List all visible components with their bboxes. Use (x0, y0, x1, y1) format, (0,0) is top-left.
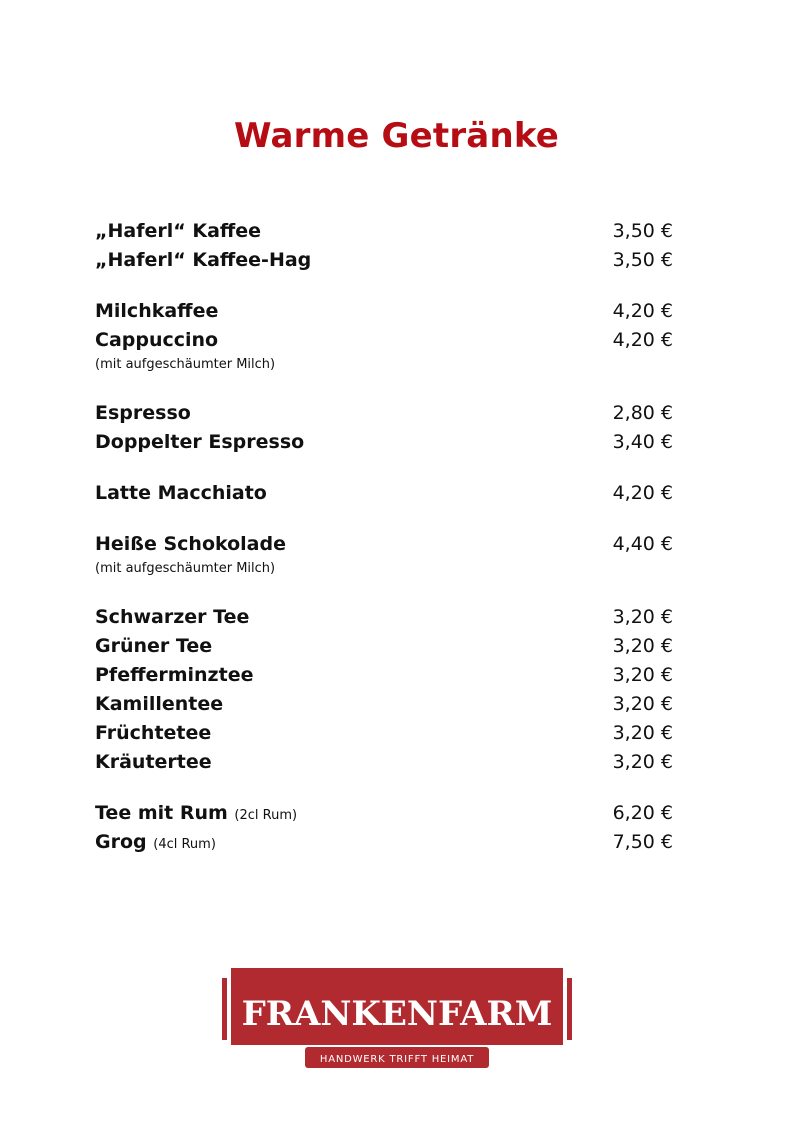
item-name (95, 300, 218, 322)
item-name (95, 664, 253, 686)
item-price: 3,20 € (612, 722, 673, 744)
item-price: 3,20 € (612, 606, 673, 628)
item-price: 6,20 € (612, 802, 673, 824)
item-price: 3,50 € (612, 220, 673, 242)
menu-item (95, 429, 673, 458)
item-name (95, 533, 286, 555)
item-name (95, 431, 304, 453)
item-price: 3,20 € (612, 635, 673, 657)
menu-item (95, 218, 673, 247)
menu-item (95, 749, 673, 778)
menu-list (95, 218, 673, 880)
menu-item (95, 829, 673, 858)
item-name-text: Latte Macchiato (95, 482, 267, 504)
item-name (95, 693, 223, 715)
item-name-text: „Haferl“ Kaffee (95, 220, 262, 242)
menu-group (95, 800, 673, 858)
item-price: 2,80 € (612, 402, 673, 424)
item-note: (mit aufgeschäumter Milch) (95, 561, 276, 576)
item-name-text: Doppelter Espresso (95, 431, 305, 453)
menu-item (95, 400, 673, 429)
item-note: (mit aufgeschäumter Milch) (95, 357, 276, 372)
item-name-text: Grüner Tee (95, 635, 213, 657)
item-name-text: Früchtetee (95, 722, 212, 744)
item-name (95, 606, 249, 628)
item-name-text: Milchkaffee (95, 300, 219, 322)
item-price: 3,20 € (612, 693, 673, 715)
menu-item (95, 327, 673, 356)
frankenfarm-logo (222, 968, 572, 1073)
item-name-text: Grog (95, 831, 147, 853)
logo-brand-text: FRANKENFARM (241, 994, 553, 1034)
logo-tagline-text: HANDWERK TRIFFT HEIMAT (319, 1054, 475, 1065)
item-name-text: Kamillentee (95, 693, 224, 715)
menu-item (95, 298, 673, 327)
item-name (95, 635, 212, 657)
menu-item (95, 604, 673, 633)
menu-group (95, 531, 673, 582)
menu-item (95, 662, 673, 691)
menu-item (95, 720, 673, 749)
menu-item (95, 691, 673, 720)
item-name-text: „Haferl“ Kaffee-Hag (95, 249, 312, 271)
menu-item (95, 633, 673, 662)
item-name-text: Schwarzer Tee (95, 606, 250, 628)
menu-group (95, 298, 673, 378)
item-price: 4,20 € (612, 482, 673, 504)
menu-item (95, 531, 673, 560)
item-name (95, 722, 211, 744)
menu-group (95, 218, 673, 276)
menu-item (95, 247, 673, 276)
menu-item (95, 480, 673, 509)
item-name (95, 751, 212, 773)
item-price: 3,50 € (612, 249, 673, 271)
item-inline-note: (4cl Rum) (153, 837, 216, 852)
item-price: 7,50 € (612, 831, 673, 853)
menu-group (95, 400, 673, 458)
item-price: 3,40 € (612, 431, 673, 453)
item-name-text: Tee mit Rum (95, 802, 228, 824)
item-price: 3,20 € (612, 751, 673, 773)
item-price: 4,20 € (612, 329, 673, 351)
item-inline-note: (2cl Rum) (234, 808, 298, 823)
item-name (95, 220, 261, 242)
logo-graphic (222, 968, 572, 1073)
item-price: 4,40 € (612, 533, 673, 555)
item-name-text: Cappuccino (95, 329, 219, 351)
item-name (95, 249, 311, 271)
item-name-text: Heiße Schokolade (95, 533, 286, 555)
item-price: 4,20 € (612, 300, 673, 322)
item-name (95, 329, 218, 351)
item-name (95, 402, 191, 424)
item-name-text: Espresso (95, 402, 191, 424)
item-name-text: Kräutertee (95, 751, 212, 773)
item-price: 3,20 € (612, 664, 673, 686)
item-name (95, 802, 297, 824)
item-name (95, 482, 267, 504)
page-title: Warme Getränke (233, 116, 560, 156)
item-name-text: Pfefferminztee (95, 664, 254, 686)
menu-item (95, 800, 673, 829)
menu-group (95, 604, 673, 778)
menu-group (95, 480, 673, 509)
item-name (95, 831, 216, 853)
